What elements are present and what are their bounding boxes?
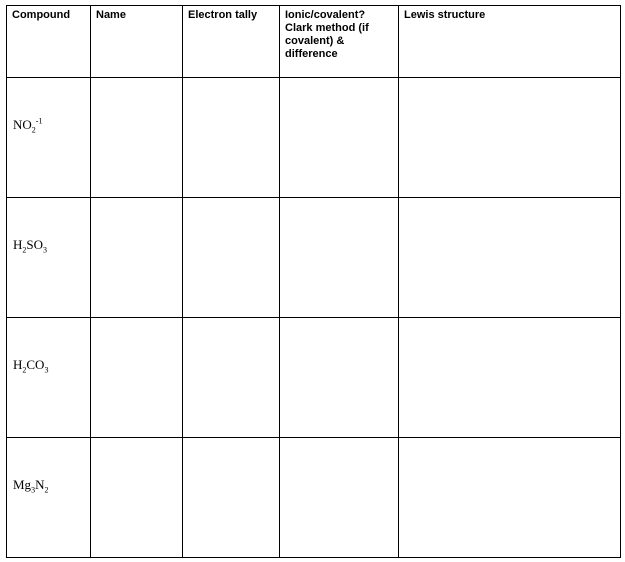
formula-part: H (13, 357, 23, 372)
electron-tally-answer-cell[interactable] (183, 198, 280, 318)
compound-formula (7, 198, 90, 255)
formula-part: H (13, 237, 23, 252)
formula-part: 2 (31, 125, 36, 135)
name-answer-cell[interactable] (91, 438, 183, 558)
table-row (7, 318, 621, 438)
name-answer-cell[interactable] (91, 318, 183, 438)
formula-part: N (35, 477, 45, 492)
compound-cell (7, 78, 91, 198)
formula-part: Mg (13, 477, 32, 492)
formula-part: 3 (44, 365, 49, 375)
electron-tally-answer-cell[interactable] (183, 78, 280, 198)
formula-part: 2 (22, 365, 27, 375)
name-answer-cell[interactable] (91, 198, 183, 318)
compound-cell (7, 438, 91, 558)
formula-part: 3 (31, 485, 36, 495)
lewis-structure-answer-cell[interactable] (399, 78, 621, 198)
compound-formula (7, 78, 90, 135)
table-row (7, 78, 621, 198)
compound-cell (7, 318, 91, 438)
header-electron-tally: Electron tally (183, 6, 280, 78)
header-compound: Compound (7, 6, 91, 78)
electron-tally-answer-cell[interactable] (183, 318, 280, 438)
formula-part: 3 (43, 245, 48, 255)
header-row (7, 6, 621, 78)
formula-part: -1 (35, 116, 43, 126)
formula-part: 2 (44, 485, 49, 495)
compound-formula (7, 438, 90, 495)
header-lewis-structure: Lewis structure (399, 6, 621, 78)
ionic-covalent-answer-cell[interactable] (280, 78, 399, 198)
formula-part: 2 (22, 245, 27, 255)
header-ionic-covalent: Ionic/covalent? Clark method (if covalent) & difference (280, 6, 399, 78)
formula-part: NO (13, 117, 32, 132)
formula-part: CO (26, 357, 45, 372)
ionic-covalent-answer-cell[interactable] (280, 438, 399, 558)
compound-cell (7, 198, 91, 318)
ionic-covalent-answer-cell[interactable] (280, 198, 399, 318)
table-row (7, 198, 621, 318)
table-row (7, 438, 621, 558)
lewis-structure-answer-cell[interactable] (399, 318, 621, 438)
lewis-structure-answer-cell[interactable] (399, 438, 621, 558)
electron-tally-answer-cell[interactable] (183, 438, 280, 558)
ionic-covalent-answer-cell[interactable] (280, 318, 399, 438)
header-name: Name (91, 6, 183, 78)
formula-part: SO (26, 237, 44, 252)
name-answer-cell[interactable] (91, 78, 183, 198)
compound-worksheet-table (6, 5, 621, 558)
lewis-structure-answer-cell[interactable] (399, 198, 621, 318)
compound-formula (7, 318, 90, 375)
